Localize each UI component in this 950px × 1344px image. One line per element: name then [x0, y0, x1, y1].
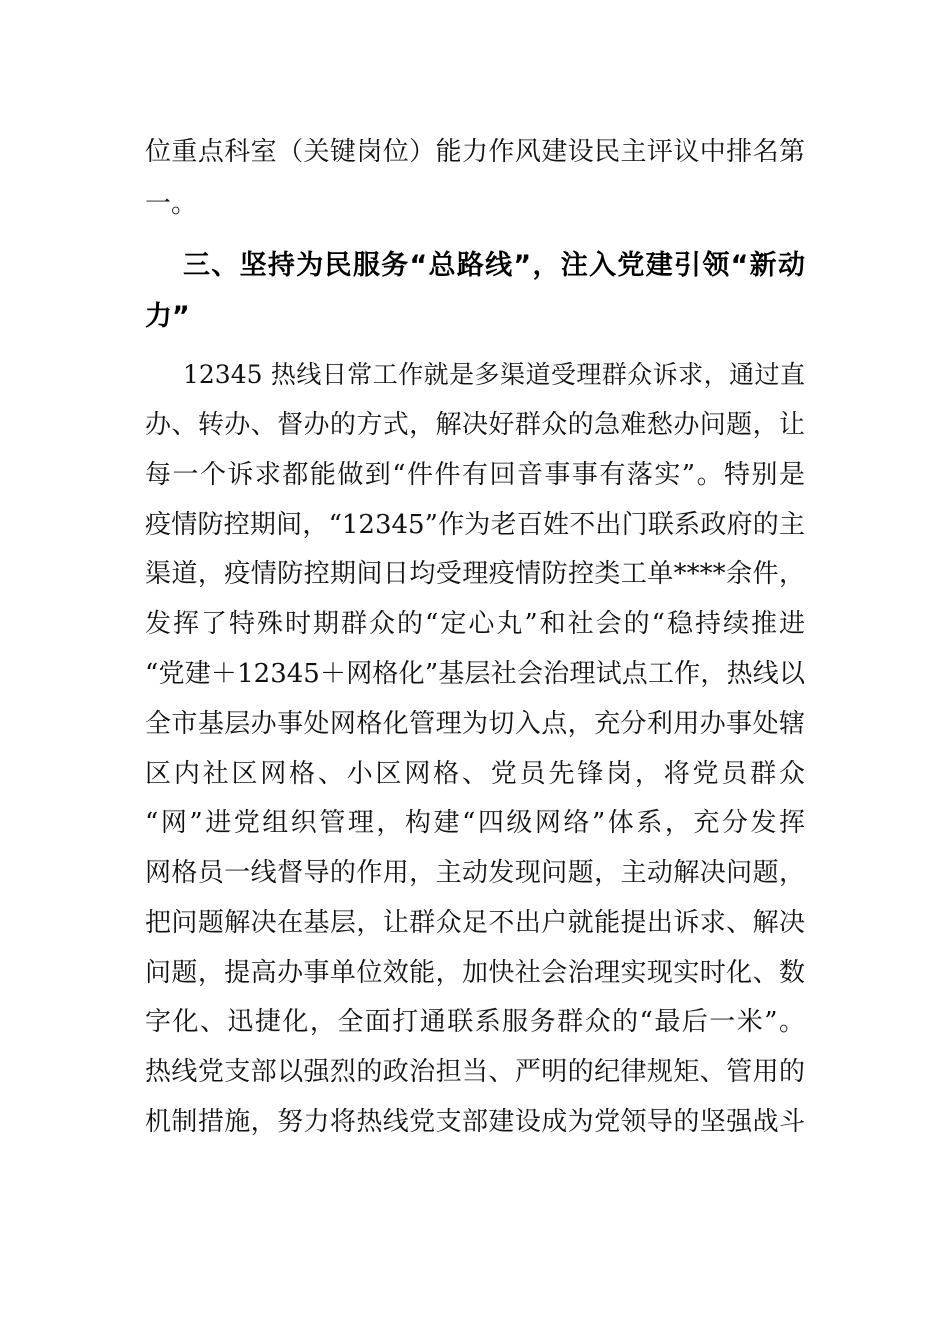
paragraph-line: 区内社区网格、小区网格、党员先锋岗，将党员群众	[145, 759, 805, 789]
paragraph-line: “党建＋12345＋网格化”基层社会治理试点工作，热线以	[145, 659, 805, 689]
paragraph-line: 热线党支部以强烈的政治担当、严明的纪律规矩、管用的	[145, 1057, 805, 1087]
paragraph-line: 疫情防控期间，“12345”作为老百姓不出门联系政府的主	[145, 510, 805, 540]
paragraph-line: 每一个诉求都能做到“件件有回音事事有落实”。特别是	[145, 460, 805, 490]
paragraph-line: 办、转办、督办的方式，解决好群众的急难愁办问题，让	[145, 410, 805, 440]
paragraph-line: 渠道，疫情防控期间日均受理疫情防控类工单****余件，	[145, 559, 805, 589]
paragraph-line: 12345 热线日常工作就是多渠道受理群众诉求，通过直	[183, 360, 805, 389]
paragraph-line: 发挥了特殊时期群众的“定心丸”和社会的“稳持续推进	[145, 609, 805, 639]
paragraph-line: 网格员一线督导的作用，主动发现问题，主动解决问题，	[145, 858, 805, 888]
paragraph-line: 全市基层办事处网格化管理为切入点，充分利用办事处辖	[145, 709, 805, 739]
paragraph-line: 一。	[145, 189, 198, 219]
paragraph-line: 问题，提高办事单位效能，加快社会治理实现实时化、数	[145, 958, 805, 988]
paragraph-line: 把问题解决在基层，让群众足不出户就能提出诉求、解决	[145, 908, 805, 938]
paragraph-line: 机制措施，努力将热线党支部建设成为党领导的坚强战斗	[145, 1107, 805, 1137]
section-heading-continuation: 力”	[145, 301, 190, 332]
paragraph-line: 位重点科室（关键岗位）能力作风建设民主评议中排名第	[145, 137, 805, 167]
paragraph-line: 字化、迅捷化，全面打通联系服务群众的“最后一米”。	[145, 1007, 805, 1037]
section-heading: 三、坚持为民服务“总路线”，注入党建引领“新动	[183, 250, 805, 281]
paragraph-line: “网”进党组织管理，构建“四级网络”体系，充分发挥	[145, 808, 805, 838]
